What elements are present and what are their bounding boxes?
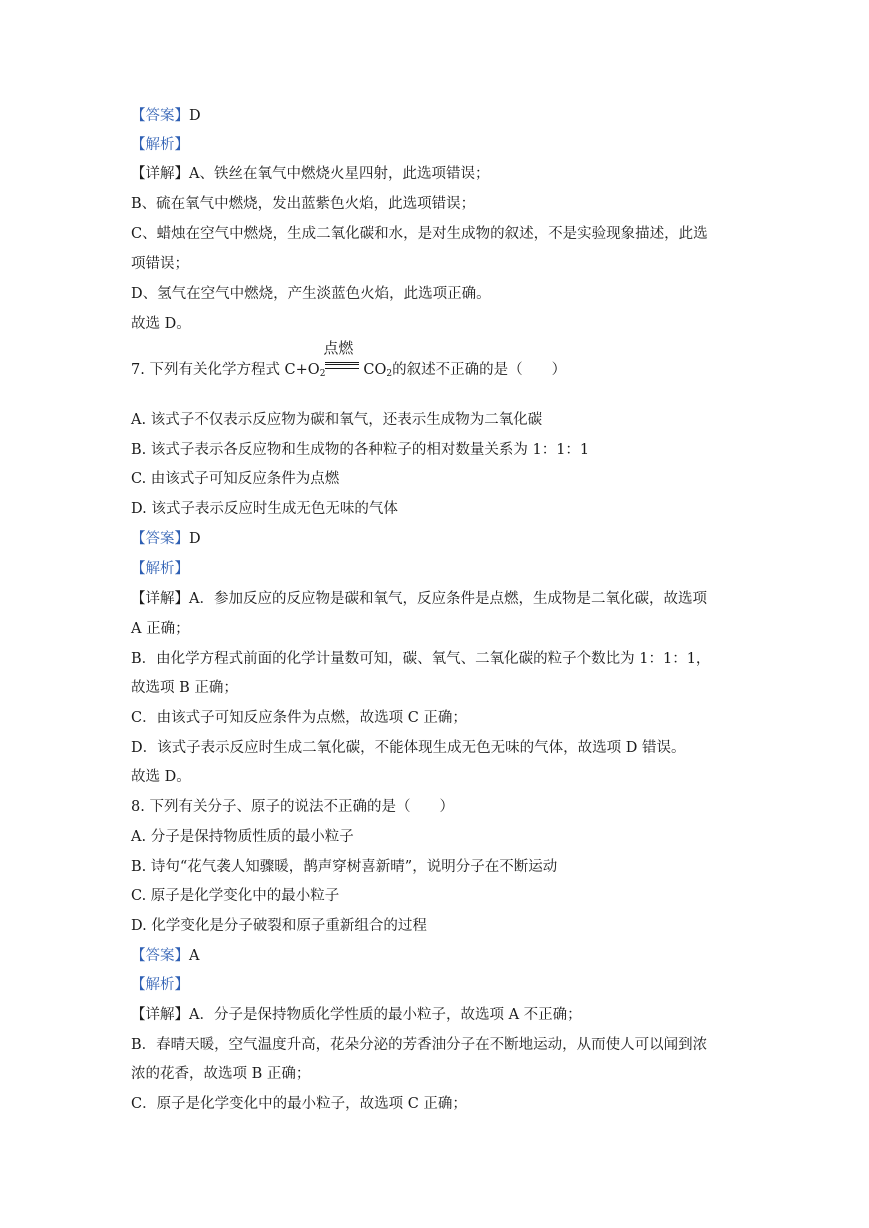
detail-line: B．春晴天暖，空气温度升高，花朵分泌的芳香油分子在不断地运动，从而使人可以闻到浓: [131, 1037, 708, 1053]
detail-line: B、硫在氧气中燃烧，发出蓝紫色火焰，此选项错误；: [131, 196, 476, 212]
question-7-stem: 7. 下列有关化学方程式 $C+O_2$ 点燃 $CO_2$的叙述不正确的是（ ）: [131, 339, 567, 379]
detail-line: C．原子是化学变化中的最小粒子，故选项 C 正确；: [131, 1096, 467, 1112]
option-a: A. 该式子不仅表示反应物为碳和氧气，还表示生成物为二氧化碳: [131, 412, 543, 428]
detail-line: [131, 164, 489, 184]
detail-line: [131, 1005, 582, 1025]
question-8-stem: 8. 下列有关分子、原子的说法不正确的是（ ）: [131, 799, 454, 815]
conclusion-line: 故选 D。: [131, 769, 191, 785]
detail-tag: 【详解】: [131, 166, 189, 182]
o2-subscript: 2: [319, 369, 326, 379]
detail-text: A、铁丝在氧气中燃烧火星四射，此选项错误；: [189, 166, 490, 182]
detail-line: [131, 589, 707, 609]
detail-line: D、氢气在空气中燃烧，产生淡蓝色火焰，此选项正确。: [131, 286, 491, 302]
detail-line: C．由该式子可知反应条件为点燃，故选项 C 正确；: [131, 710, 467, 726]
option-b: B. 该式子表示各反应物和生成物的各种粒子的相对数量关系为 1：1：1: [131, 442, 590, 458]
detail-line: D．该式子表示反应时生成二氧化碳，不能体现生成无色无味的气体，故选项 D 错误。: [131, 740, 686, 756]
answer-value: D: [189, 108, 201, 124]
answer-value: D: [189, 531, 201, 547]
detail-line: 故选项 B 正确；: [131, 680, 238, 696]
option-a: A. 分子是保持物质性质的最小粒子: [131, 829, 354, 845]
product-co2: CO: [363, 362, 387, 378]
equals-sign: [325, 362, 359, 369]
option-c: C. 原子是化学变化中的最小粒子: [131, 888, 340, 904]
answer-line: [131, 946, 199, 966]
detail-tag: 【详解】: [131, 1007, 189, 1023]
answer-line: [131, 106, 201, 126]
detail-tag: 【详解】: [131, 591, 189, 607]
answer-tag: 【答案】: [131, 948, 189, 964]
detail-line: B．由化学方程式前面的化学计量数可知，碳、氧气、二氧化碳的粒子个数比为 1：1：1，: [131, 651, 711, 667]
analysis-tag: 【解析】: [131, 561, 189, 577]
conclusion-line: 故选 D。: [131, 316, 191, 332]
option-d: D. 该式子表示反应时生成无色无味的气体: [131, 501, 398, 517]
detail-text: A．参加反应的反应物是碳和氧气，反应条件是点燃，生成物是二氧化碳，故选项: [189, 591, 707, 607]
reaction-arrow: [323, 339, 363, 374]
answer-value: A: [189, 948, 200, 964]
option-b: B. 诗句“花气袭人知骤暖，鹊声穿树喜新晴”，说明分子在不断运动: [131, 859, 558, 875]
option-d: D. 化学变化是分子破裂和原子重新组合的过程: [131, 918, 427, 934]
answer-tag: 【答案】: [131, 108, 189, 124]
analysis-tag: 【解析】: [131, 977, 189, 993]
analysis-tag: 【解析】: [131, 137, 189, 153]
detail-text: A．分子是保持物质化学性质的最小粒子，故选项 A 不正确；: [189, 1007, 582, 1023]
answer-line: [131, 529, 201, 549]
option-c: C. 由该式子可知反应条件为点燃: [131, 471, 340, 487]
co2-subscript: 2: [386, 369, 393, 379]
answer-tag: 【答案】: [131, 531, 189, 547]
detail-line: C、蜡烛在空气中燃烧，生成二氧化碳和水，是对生成物的叙述，不是实验现象描述，此选: [131, 226, 708, 242]
detail-line: 项错误；: [131, 256, 189, 272]
detail-line: A 正确；: [131, 621, 190, 637]
reaction-condition: 点燃: [323, 339, 354, 357]
detail-line: 浓的花香，故选项 B 正确；: [131, 1066, 311, 1082]
